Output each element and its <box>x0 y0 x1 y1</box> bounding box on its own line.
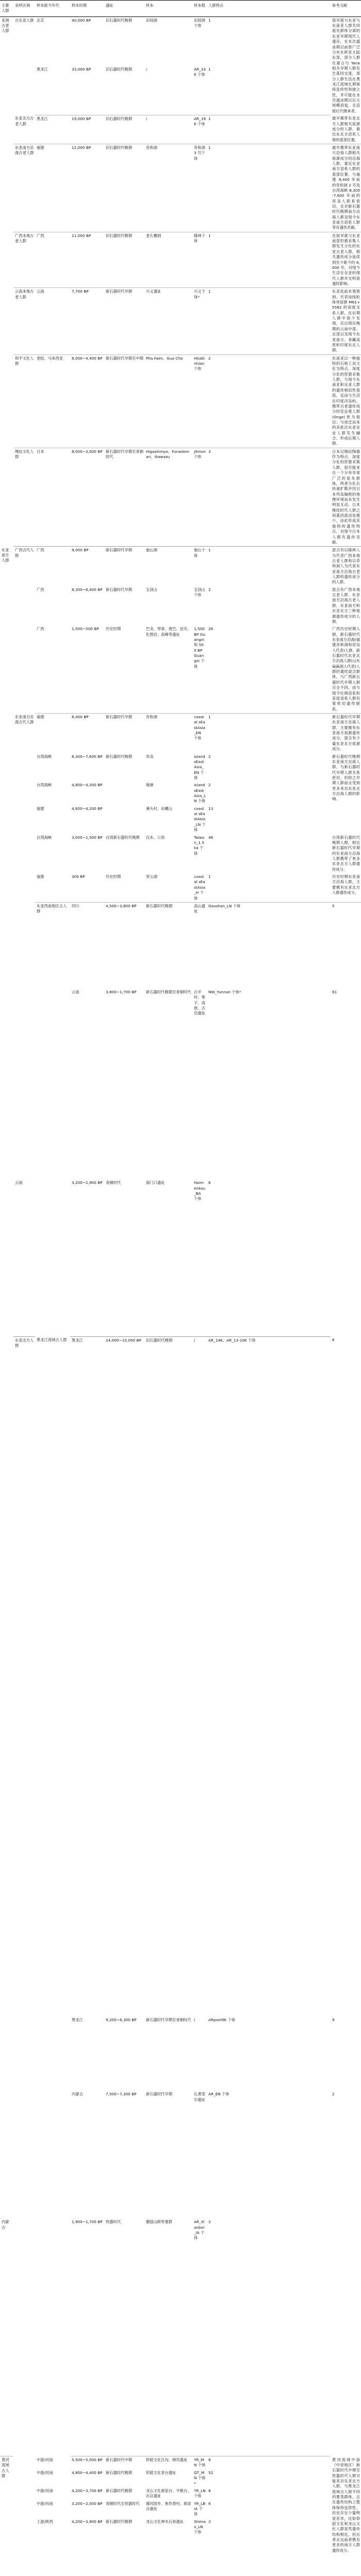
period-cell: 旧石器时代晚期 <box>104 66 144 115</box>
age-cell: 4,200~3,700 BP <box>72 2488 103 2493</box>
period-cell: 新石器时代早期 <box>146 2092 173 2097</box>
region-cell: 台湾海峡 <box>37 754 52 759</box>
age-cell: 4,800~4,300 BP <box>72 783 103 788</box>
table-row <box>0 547 361 586</box>
count-cell: 8 <box>208 2488 211 2493</box>
subgroup-cell: 东亚南方沿海古老人群 <box>13 144 35 232</box>
age-cell: 9,200~6,300 BP <box>106 2018 137 2023</box>
region-cell: 中游/河南 <box>37 2488 53 2493</box>
header-row <box>0 1 361 17</box>
age-cell: 8,400 BP <box>72 715 89 719</box>
age-cell: 3,200~2,900 BP <box>70 1179 104 1336</box>
age-cell: 300 BP <box>70 873 104 902</box>
header-cell: 主要人群 <box>0 1 13 17</box>
region-cell: 广西 <box>37 587 44 592</box>
table-row <box>0 2487 361 2500</box>
site-cell: 龙山文化神木石峁遗址 <box>146 2519 184 2524</box>
region-cell: 广西 <box>35 625 70 713</box>
sample-cell: 田园洞个体 <box>194 18 205 28</box>
period-cell: 新石器时代晚期 <box>106 2488 133 2493</box>
feature-cell: 最早携带东亚北方人群相关祖源成分的人群，靠近东北方语系人群的基部位置。 <box>331 115 361 144</box>
table-row <box>0 1336 361 2016</box>
region-cell: 日本 <box>35 448 70 546</box>
period-cell: 青铜时代至铁器时代 <box>106 2501 140 2506</box>
sample-cell: 独山个体 <box>194 548 205 558</box>
region-cell: 黑龙江 <box>72 1337 83 1343</box>
site-cell: 汉本、公馆 <box>146 835 165 840</box>
sample-cell: coastal sEastAsia_EN 个体 <box>194 715 205 741</box>
subgroup-cell: 云南本地古老人群 <box>13 288 35 354</box>
age-cell: 4,200~3,900 BP <box>72 2519 103 2524</box>
sample-cell: AR_EN 个体 <box>208 2092 229 2097</box>
site-cell: Higashimyo、Funadomari、Ikawazu <box>144 448 192 546</box>
site-cell: Pha Faen、Gua Cha <box>144 354 192 448</box>
region-cell: 中游/河南 <box>37 2501 53 2506</box>
sample-cell: 隆林个体 <box>192 232 207 288</box>
count-cell: 1 <box>207 873 331 902</box>
sample-cell: island sEastAsia_LN 个体 <box>194 783 206 804</box>
feature-cell: 广西历史时期人群，新石器时代东亚南方沿海(福建奇和洞和亮岛人代表)人群、新石器时代东亚北方沿海人群(山东扁扁洞人代表)人群的遗传混合群体，与广西新石器时代早期人群完全不同，而与现今壮侗语系和苗瑶语系人群有着密切遗传联系。 <box>331 625 361 713</box>
period-cell: 新石器时代早期至青铜时代 <box>104 448 144 546</box>
region-cell: 台湾海峡 <box>37 783 52 788</box>
count-cell: 1 <box>208 548 211 553</box>
age-cell: 8,300~7,600 BP <box>72 754 103 759</box>
sample-cell: Hòabìnhian 个体 <box>192 354 207 448</box>
count-cell: 3 <box>208 2519 211 2524</box>
table-row <box>0 2469 361 2487</box>
table-row <box>0 625 361 713</box>
age-cell: 1,500~500 BP <box>70 625 104 713</box>
sample-cell: Jōmon 个体 <box>192 448 207 546</box>
header-cell: 样本距今年代 <box>35 1 70 17</box>
age-cell: 8,000~3,000 BP <box>70 448 104 546</box>
site-cell: 仰韶文化汪沟、晓坞遗址 <box>146 2458 188 2463</box>
site-cell: 巴龙、琴常、唐巴、岜夹、化图岩、高峰等遗址 <box>144 625 192 713</box>
period-cell: 铁器时代 <box>104 2218 144 2456</box>
period-cell: 新石器时代早期 <box>106 715 133 719</box>
region-cell: 黑龙江 <box>72 2018 83 2023</box>
sample-cell: 1,500 BP Guangxi 和 500 BP Guangxi 个体 <box>192 625 207 713</box>
region-cell: 云南 <box>72 989 79 994</box>
table-row <box>0 805 361 834</box>
header-cell: 参考文献 <box>331 1 361 17</box>
region-cell: 黑龙江 <box>35 115 70 144</box>
table-row <box>0 753 361 782</box>
header-cell: 样本 <box>144 1 192 17</box>
age-cell: 4,800~4,400 BP <box>72 2470 103 2475</box>
age-cell: 3,800~1,700 BP <box>106 989 137 994</box>
sample-cell: 奇和洞 3 号个体 <box>192 144 207 232</box>
site-cell: / <box>144 66 192 115</box>
region-cell: 黑龙江 <box>35 66 70 115</box>
table-row <box>0 288 361 354</box>
region-cell: 北京 <box>37 18 44 23</box>
subgroup-cell: 广西古代人群 <box>15 548 34 558</box>
header-cell: 人群特点 <box>207 1 331 17</box>
count-cell: 2 <box>207 354 331 448</box>
site-cell: / <box>194 1337 195 1343</box>
feature-cell: 东南亚以一种独特的石核工具文化为特点、深度分化的狩猎采集人群，与现今东南亚和东亚人群的遗传相似性很低，反而与生活在印度洋岛屿，携带古老遗传成分的安达曼人群(Onge)更为接近；与进迁而来的多批次东亚农业人群发生融合，形成后期人群。 <box>331 354 361 448</box>
region-cell: 内蒙古 <box>0 2218 13 2456</box>
period-cell: 新石器时代早期至青铜时代 <box>146 2018 191 2023</box>
site-cell: 龙山文化郝家台、平粮台、瓦店遗址 <box>146 2488 191 2499</box>
sample-cell: Gaoshan_LN 个体 <box>208 903 241 908</box>
region-cell: 云南 <box>13 1179 35 1336</box>
age-cell: 11,000 BP <box>70 232 104 288</box>
region-cell: 中游/河南 <box>37 2470 53 2475</box>
period-cell: 旧石器时代晚期 <box>106 18 133 23</box>
region-cell: 老挝、马来西亚 <box>35 354 70 448</box>
table-row <box>0 2456 361 2469</box>
feature-cell: 最早携带东亚南方沿海人群相关祖源成分的沿海人群，靠近东亚南方语系人群的基部位置，与福建 8,400 年前的奇和洞 2 号及台湾海峡 8,300-7,600 年前的亮岛人联系密切，且对新石器时代晚期南方沿海人群及现今东亚南方语系人群等有遗传贡献。 <box>331 144 361 232</box>
site-cell: / <box>144 115 192 144</box>
period-cell: 新石器时代早期 <box>106 548 133 553</box>
table-row <box>0 873 361 902</box>
region-cell: 四川 <box>72 903 79 908</box>
sample-cell: NW_Yunnan 个体* <box>208 989 241 994</box>
site-cell: 奇和洞 <box>146 715 157 719</box>
period-cell: 新石器时代早期 <box>104 288 144 354</box>
region-cell: 广西 <box>35 232 70 288</box>
period-cell: 新石器时代晚期至青铜时代 <box>146 989 191 994</box>
count-cell: 6 <box>207 1179 331 1336</box>
count-cell: 26 <box>207 625 331 713</box>
region-cell: 广西 <box>37 548 44 553</box>
site-cell: 扎赉诺尔遗址 <box>194 2092 205 2102</box>
sample-cell: YR_LBIA 个体 <box>194 2501 206 2517</box>
header-cell: 遗址 <box>104 1 144 17</box>
site-cell: 兴义遗址 <box>144 288 192 354</box>
subgroup-cell: 黑龙江流域古人群 <box>37 1337 67 1343</box>
site-cell: 高山遗址 <box>194 903 205 914</box>
age-cell: 9,000 BP <box>72 548 89 553</box>
sample-cell: YR_MN 个体 <box>194 2458 206 2468</box>
period-cell: 旧石器时代晚期 <box>146 1337 173 1343</box>
count-cell: 1 <box>207 288 331 354</box>
sample-cell: 宝剑山个体 <box>194 587 205 598</box>
age-cell: 5,500~5,000 BP <box>72 2458 103 2463</box>
count-cell: 1 <box>207 144 331 232</box>
feature-cell: 混合有广西本地古老人群、东亚南方沿海古老人群、东亚南方和东亚北方三种祖源遗传成分的人群。 <box>332 587 360 624</box>
table-row <box>0 834 361 874</box>
region-cell: 福建 <box>37 806 44 811</box>
count-cell: 3 <box>207 448 331 546</box>
site-cell: 奇和洞 <box>144 144 192 232</box>
table-row <box>0 354 361 448</box>
sample-cell: Haimenkou_BA 个体 <box>192 1179 207 1336</box>
table-row <box>0 2500 361 2518</box>
sample-cell: AR_19K 个体 <box>192 115 207 144</box>
count-cell: 1 <box>207 115 331 144</box>
age-cell: 8,300~6,400 BP <box>72 587 103 592</box>
table-row <box>0 782 361 805</box>
age-cell: 19,000 BP <box>70 115 104 144</box>
age-cell: 7,500~7,300 BP <box>106 2092 137 2097</box>
subgroup-cell: 东亚南方沿海古代人群 <box>15 714 34 724</box>
table-row <box>0 2518 361 2576</box>
sample-cell: YR_LN 个体 <box>194 2488 206 2499</box>
region-cell: 上游/陕西 <box>37 2519 53 2524</box>
sample-cell: Shimao_LN 个体 <box>194 2519 206 2535</box>
table-row <box>0 66 361 115</box>
subgroup-cell: 东亚北方古老人群 <box>13 115 35 144</box>
count-cell: 46 <box>208 835 214 840</box>
feature-cell: 黄河流域中游（中原地区）新石器时代中期至铁器时代人群可能来自东亚北方人群，与黑龙江流域古人群不同的要类群体，且在遗传结构上整体保持连续性，但也存在少量明显差异，比如仰韶文化和龙山文化人群显然遗传结构相近，但后者北边前者携有更多的南方人群遗传成分。 <box>332 2457 360 2553</box>
period-cell: 历史时期 <box>104 873 144 902</box>
header-cell: 样本时期 <box>70 1 104 17</box>
age-cell: 33,000 BP <box>70 66 104 115</box>
region-cell: 台湾海峡 <box>37 835 52 840</box>
period-cell: 青铜时代 <box>104 1179 144 1336</box>
site-cell: 海门口遗址 <box>144 1179 192 1336</box>
subgroup-cell: 绳纹文化人群 <box>13 448 35 546</box>
site-cell: 溪头村、田螺山 <box>146 806 173 811</box>
age-cell: 14,000~10,000 BP <box>106 1337 141 1343</box>
count-cell: 13 <box>208 806 214 811</box>
period-cell: 新石器时代早期至中期 <box>104 354 144 448</box>
period-cell: 新石器时代晚期 <box>106 2519 133 2524</box>
sample-cell: AR_33K 个体 <box>192 66 207 115</box>
feature-cell: 新石器时代晚期东亚南方沿海人群，与新石器时代早期人群关系密切，但较之早期人群而言受到更多来自东亚北方沿海人群的影响。 <box>332 754 360 802</box>
sample-cell: Taiwan_1.5ka 个体 <box>194 835 205 856</box>
period-cell: 历史时期 <box>104 625 144 713</box>
feature-cell: 历史时期东亚南方沿海人群，主要携有东亚北方人群遗传成分。 <box>331 873 361 902</box>
region-cell: 云南 <box>35 288 70 354</box>
age-cell: 3,000~1,500 BP <box>72 835 103 840</box>
group-cell: 东亚南方人群 <box>2 547 9 563</box>
site-cell: 蘑菇山鲜卑墓群 <box>144 2218 192 2456</box>
site-cell: / <box>194 2018 195 2023</box>
count-cell: 52 <box>208 2470 214 2475</box>
subgroup-cell: 广西本地古老人群 <box>13 232 35 288</box>
table-row <box>0 714 361 753</box>
count-cell: 3 <box>207 2218 331 2456</box>
period-cell: 新石器时代晚期 <box>146 903 173 908</box>
site-cell: 亮岛 <box>146 754 154 759</box>
site-cell: 仰韶文化青台遗址 <box>146 2470 176 2475</box>
feature-cell: 台湾新石器时代晚期人群，相比新石器时代早期的东亚南方沿海人群携带了更多东亚北方人群遗传成分。 <box>332 835 360 872</box>
group-cell: 亚洲古老人群 <box>2 18 9 33</box>
sample-cell: AR_14K、AR_13-10K 个体 <box>208 1337 256 1343</box>
age-cell: 7,700 BP <box>70 288 104 354</box>
feature-cell: 混合有以隆林人为代表广西本地古老人群和以奇和洞人为代表东亚南方沿海古老人群的遗传成分的人群。 <box>332 548 360 585</box>
count-cell: 61 <box>332 989 337 994</box>
table-row <box>0 144 361 232</box>
count-cell: 6 <box>332 1337 335 1343</box>
period-cell: 旧石器时代晚期 <box>104 232 144 288</box>
age-cell: 4,500~3,800 BP <box>106 903 137 908</box>
age-cell: 1,900~1,700 BP <box>70 2218 104 2456</box>
site-cell: 老么槽洞 <box>144 232 192 288</box>
count-cell: 5 <box>332 903 335 908</box>
period-cell: 新石器时代中期 <box>106 2458 133 2463</box>
count-cell: 1 <box>207 232 331 288</box>
feature-cell: 新石器时代早期东亚南方沿海人群，主要携有东亚南方祖源遗传成分，混合有少量东亚北方祖源成分。 <box>332 715 360 752</box>
age-cell: 3,200~2,000 BP <box>72 2501 103 2506</box>
header-cell: 采样区域 <box>13 1 35 17</box>
sample-cell: coastal sEastAsia_LN 个体 <box>194 806 206 833</box>
site-cell: 漯河固乡、焦作聂村、郝家台遗址 <box>146 2501 191 2511</box>
header-cell: 样本数 <box>192 1 207 17</box>
region-cell: 内蒙古 <box>72 2092 83 2097</box>
sample-cell: 兴义个体* <box>192 288 207 354</box>
feature-cell: 很早就与东亚与东南亚人群共同祖先群体分离的东亚早期现代人遗存，在末次盛冰期以前曾广泛分布在欧亚大陆东部，部分人群在蒙古与 Yana 相关早期人群发生基因交流，部分人群生活在黑龙江流域长期保持连续性和独立性，并可能在末次盛冰期以后大规模消退，无直接后代继承者。 <box>332 18 360 113</box>
subgroup-cell: 古东亚人群 <box>15 18 34 23</box>
count-cell: 2 <box>208 587 211 592</box>
subgroup-cell: 和平文化人群 <box>13 354 35 448</box>
table-row <box>0 16 361 65</box>
table-row <box>0 902 361 988</box>
sample-cell: island sEastAsia_EN 个体 <box>194 754 205 780</box>
table-row <box>0 115 361 144</box>
period-cell: 新石器时代早期 <box>106 587 133 592</box>
subgroup-cell: 东亚西南地区古人群 <box>37 903 67 914</box>
site-cell: 宝剑山 <box>146 587 157 592</box>
region-cell: 福建 <box>35 873 70 902</box>
age-cell: 4,600~4,200 BP <box>72 806 103 811</box>
count-cell: 8 <box>208 2458 211 2463</box>
table-body <box>0 16 361 2576</box>
sample-cell: coastal sEastAsia_H 个体 <box>192 873 207 902</box>
count-cell: 9 <box>332 2018 335 2023</box>
feature-cell: 日本以绳纹陶器作为特点、深度分化的狩猎采集人群，很可能来自一个分布非常广泛的祖先群体，两者分化后快速扩散并因日本列岛隔绝的地理环境而未发生明显互动，日本绳纹时代人群之间基因流动也极少，由此形成其独特的遗传特点，对现今日本人群有遗传贡献。 <box>331 448 361 546</box>
age-cell: 40,000 BP <box>72 18 91 23</box>
table-row <box>0 448 361 546</box>
region-cell: 中游/河南 <box>37 2457 53 2462</box>
period-cell: 新石器时代晚期 <box>106 754 133 759</box>
count-cell: 2 <box>208 783 211 788</box>
site-cell: 独山洞 <box>146 548 157 553</box>
period-cell: 台湾新石器时代晚期 <box>106 835 140 840</box>
age-cell: 8,000~4,400 BP <box>70 354 104 448</box>
feature-cell: 在很早就与东亚南部狩猎采集人群发生分化的东亚古老人群，相关遗传成分延续到至少距今约 6,000 年，对现今生活在东亚的现代人群并无明显遗传影响。 <box>331 232 361 288</box>
sample-cell: ARpost9K 个体 <box>208 2018 236 2023</box>
site-cell: 穿云洞 <box>144 873 192 902</box>
table-row <box>0 586 361 626</box>
count-cell: 6 <box>208 2501 211 2506</box>
age-cell: 12,000 BP <box>70 144 104 232</box>
subgroup-cell: 黄河流域古人群 <box>2 2458 9 2479</box>
table-row <box>0 232 361 288</box>
count-cell: 1 <box>208 715 211 719</box>
count-cell: 2 <box>332 2092 335 2097</box>
region-cell: 福建 <box>35 144 70 232</box>
count-cell: 2 <box>208 754 211 759</box>
site-cell: 镜港 <box>146 783 154 788</box>
period-cell: 新石器时代晚期 <box>106 2470 133 2475</box>
count-cell: 1 <box>207 66 331 115</box>
region-cell: 福建 <box>37 715 44 719</box>
site-cell: 白羊村、堆子、高嵌、古岱遗址 <box>194 989 205 1016</box>
site-cell: 田园洞 <box>146 18 157 23</box>
feature-cell: 东亚此前未观察到、代表该线粒体单倍群 M61+5582 的深度支系人群，在后期人群中很少发现，仅出现在晚期的云南中部、北部以及现今东亚南方、青藏高原和印度东北人群。 <box>331 288 361 354</box>
sample-cell: QT_MN 个体* <box>194 2470 206 2486</box>
period-cell: 旧石器时代晚期 <box>104 115 144 144</box>
period-cell: 旧石器时代晚期 <box>104 144 144 232</box>
sample-cell: AR_Xianbei_IA 个体 <box>192 2218 207 2456</box>
group-cell: 东亚北方人群 <box>15 1337 34 1348</box>
count-cell: 1 <box>208 18 211 23</box>
